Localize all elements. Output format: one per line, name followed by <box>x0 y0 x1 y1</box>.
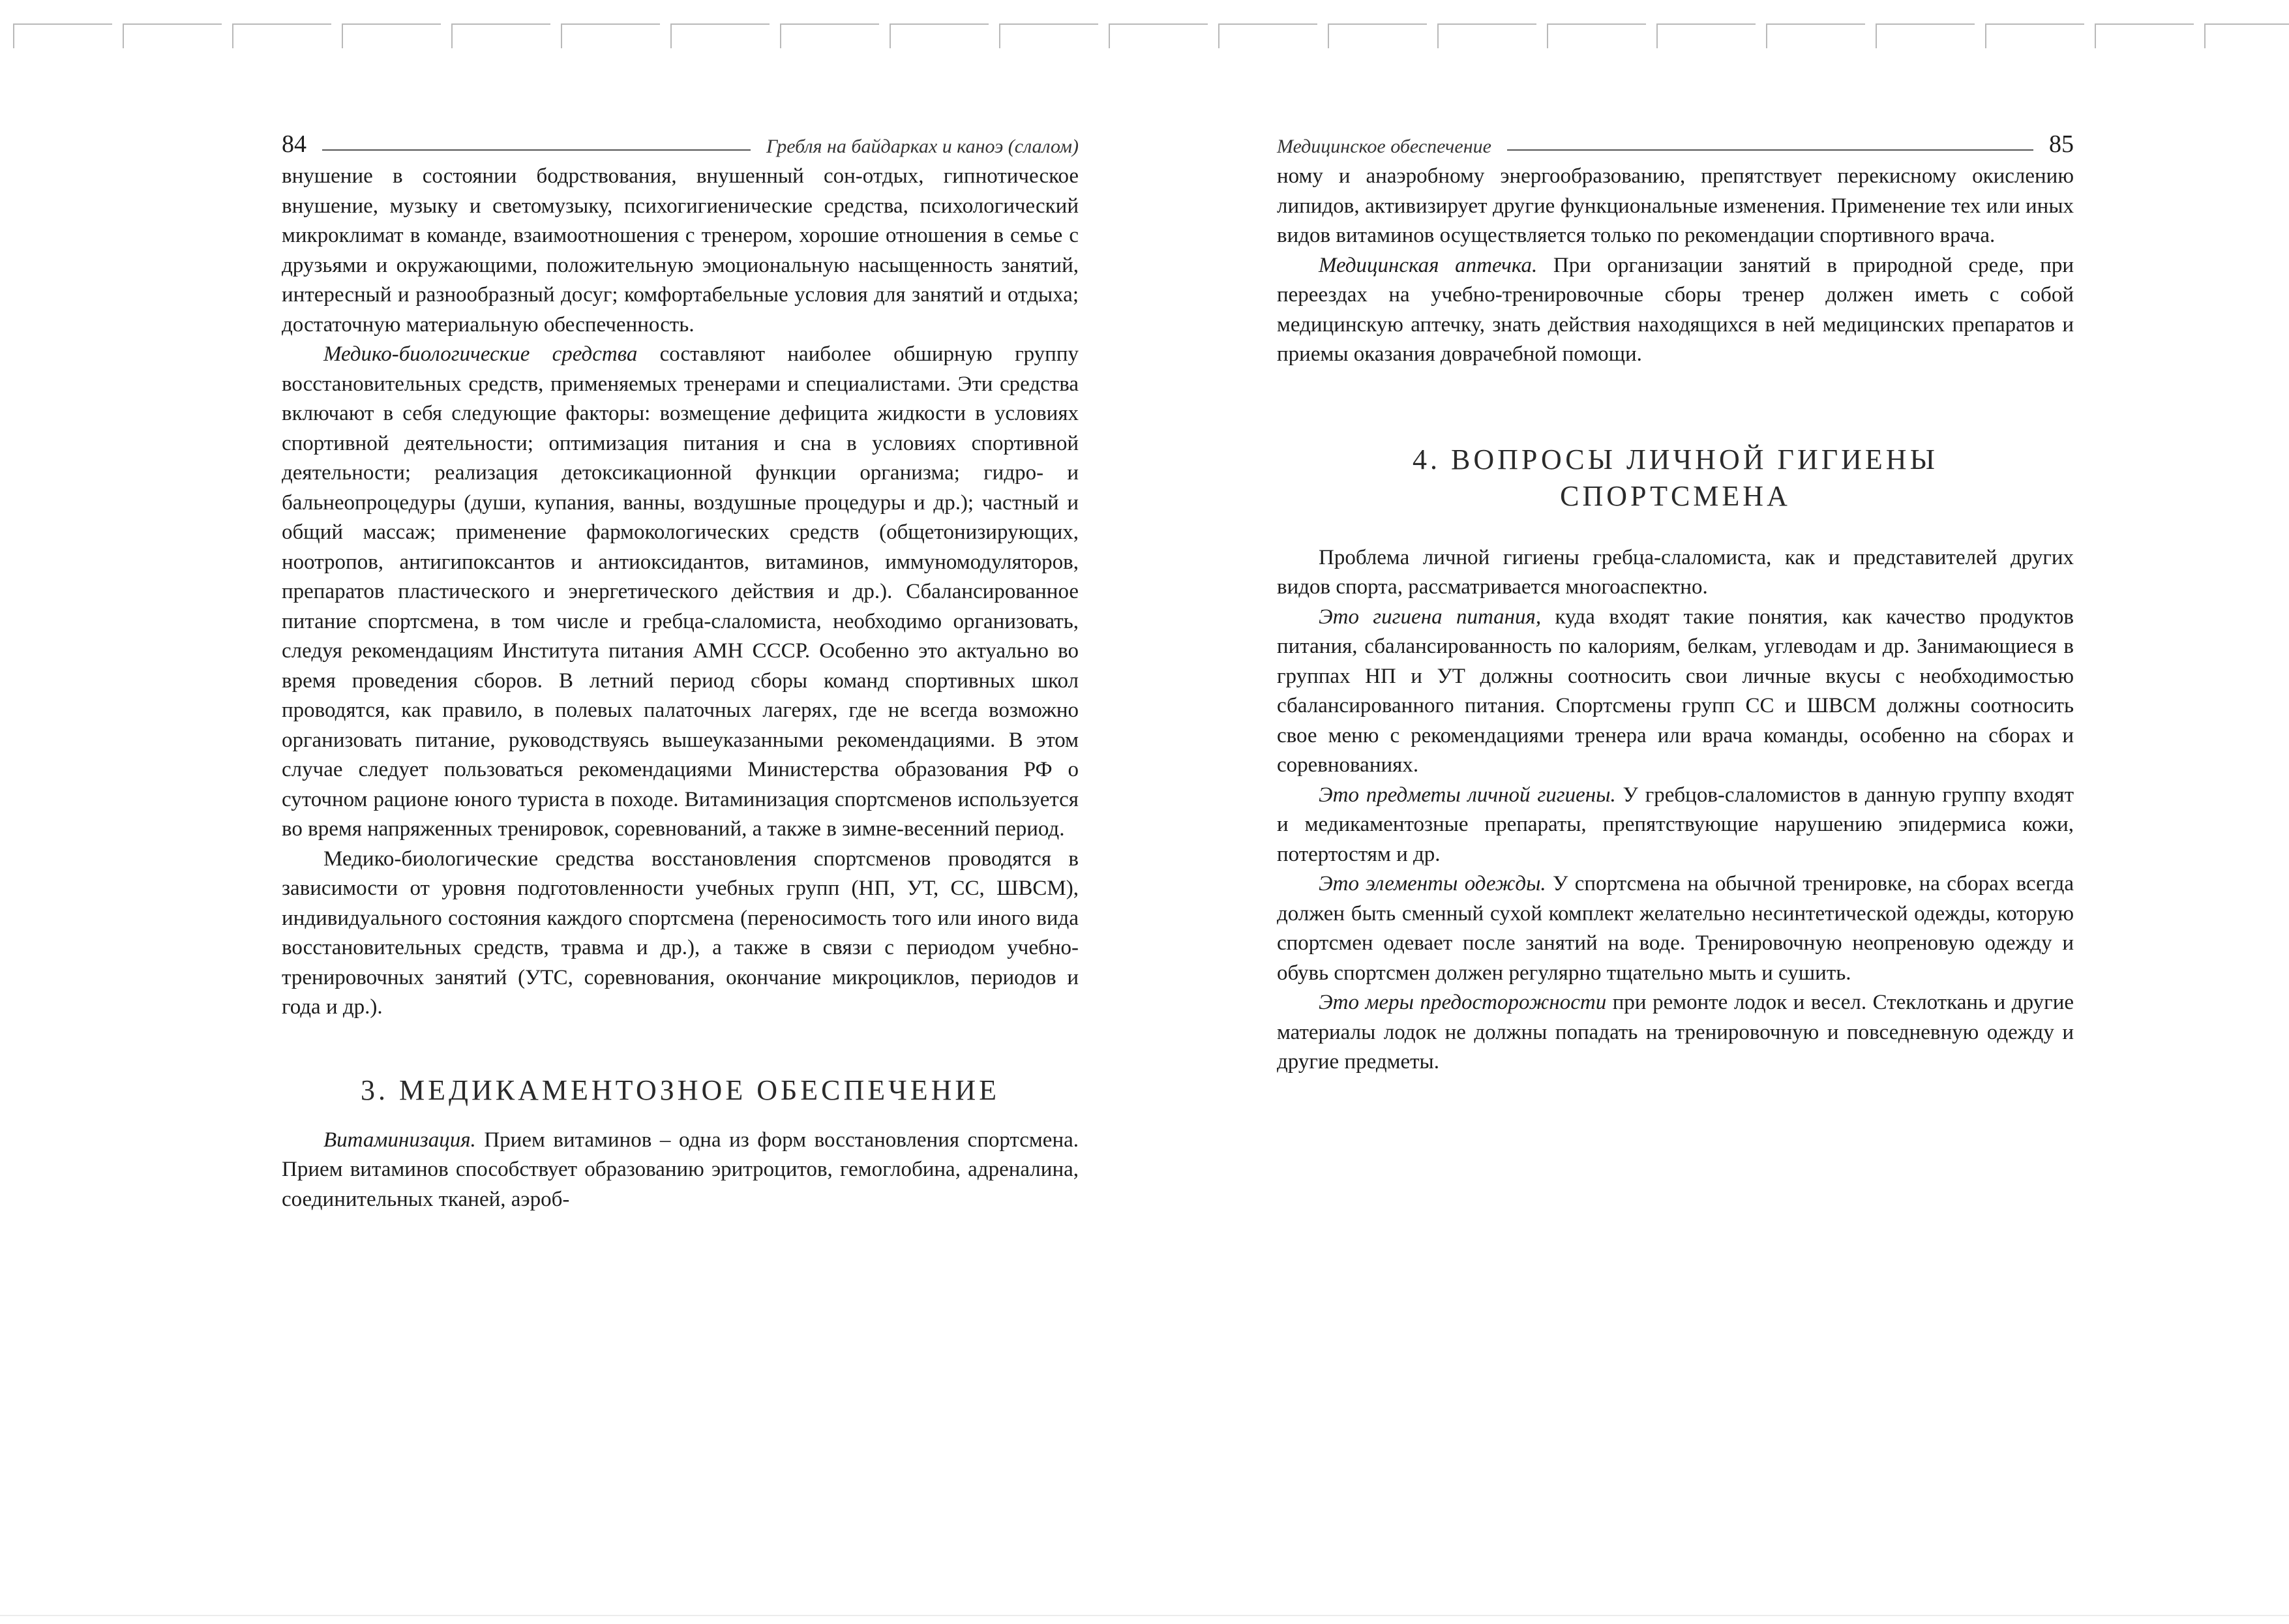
paragraph-text: при ремонте лодок и весел. Стеклоткань и другие материалы лодок не должны попадать на тренировочную и повседневную одежду и другие предметы. <box>1277 991 2074 1074</box>
paragraph-text: Медико-биологические средства восстановления спортсменов проводятся в зависимости от уровня подготовленности учебных групп (НП, УТ, СС, ШВСМ), индивидуального состояния каждого спортсмена (переносимость того или иного вида восстановительных средств, травма и др.), а также в связи с периодом учебно-тренировочных занятий (УТС, соревнования, окончание микроциклов, периодов и года и др.). <box>282 847 1079 1019</box>
paragraph-lead: Это меры предосторожности <box>1319 991 1607 1014</box>
binding-hole-mark <box>1437 23 1536 48</box>
binding-hole-mark <box>780 23 879 48</box>
paragraph-lead: Медицинская аптечка. <box>1319 253 1538 277</box>
paragraph-text: ному и анаэробному энергообразованию, препятствует перекисному окислению липидов, активизирует другие функциональные изменения. Применение тех или иных видов витаминов осуществляется только по рекомендации спортивного врача. <box>1277 164 2074 247</box>
right-page-number: 85 <box>2049 130 2074 158</box>
right-page <box>1277 117 2074 1077</box>
paragraph <box>1277 603 2074 781</box>
binding-hole-mark <box>1876 23 1975 48</box>
left-page-number: 84 <box>282 130 307 158</box>
paragraph <box>282 845 1079 1023</box>
left-running-head <box>282 117 1079 157</box>
paragraph <box>1277 781 2074 870</box>
binding-hole-mark <box>1109 23 1208 48</box>
paragraph-text: У гребцов-слаломистов в данную группу входят и медикаментозные препараты, препятствующие нарушению эпидермиса кожи, потертостям и др. <box>1277 783 2074 866</box>
paragraph-text: внушение в состоянии бодрствования, внушенный сон-отдых, гипнотическое внушение, музыку и светомузыку, психогигиенические средства, психологический микроклимат в команде, взаимоотношения с тренером, хорошие отношения в семье с друзьями и окружающими, положительную эмоциональную насыщенность занятий, интересный и разнообразный досуг; комфортабельные условия для занятий и отдыха; достаточную материальную обеспеченность. <box>282 164 1079 337</box>
binding-hole-mark <box>999 23 1098 48</box>
paragraph-lead: Медико-биологические средства <box>323 342 638 366</box>
paragraph-text: Прием витаминов – одна из форм восстановления спортсмена. Прием витаминов способствует образованию эритроцитов, гемоглобина, адреналина, соединительных тканей, аэроб- <box>282 1128 1079 1211</box>
paragraph-text: При организации занятий в природной среде, при переездах на учебно-тренировочные сборы тренер должен иметь с собой медицинскую аптечку, знать действия находящихся в ней медицинских препаратов и приемы оказания доврачебной помощи. <box>1277 253 2074 366</box>
binding-hole-mark <box>890 23 989 48</box>
paragraph-text: составляют наиболее обширную группу восстановительных средств, применяемых тренерами и специалистами. Эти средства включают в себя следующие факторы: возмещение дефицита жидкости в условиях спортивной деятельности; оптимизация питания и сна в условиях спортивной деятельности; реализация детоксикационной функции организма; гидро- и бальнеопроцедуры (души, купания, ванны, воздушные процедуры и др.); частный и общий массаж; применение фармокологических средств (общетонизирующих, ноотропов, антигипоксантов и антиоксидантов, витаминов, иммуномодуляторов, препаратов пластического и энергетического действия и др.). Сбалансированное питание спортсмена, в том числе и гребца-слаломиста, необходимо организовать, следуя рекомендациям Института питания АМН СССР. Особенно это актуально во время проведения сборов. В летний период сборы команд спортивных школ проводятся, как правило, в полевых палаточных лагерях, где не всегда возможно организовать питание, руководствуясь вышеуказанными рекомендациями. В этом случае следует пользоваться рекомендациями Министерства образования РФ о суточном рационе юного туриста в походе. Витаминизация спортсменов используется во время напряженных тренировок, соревнований, а также в зимне-весенний период. <box>282 342 1079 841</box>
binding-hole-mark <box>561 23 660 48</box>
binding-hole-mark <box>13 23 112 48</box>
binding-hole-mark <box>2204 23 2289 48</box>
paragraph <box>1277 869 2074 988</box>
binding-hole-mark <box>1218 23 1317 48</box>
binding-hole-mark <box>342 23 441 48</box>
binding-hole-mark <box>451 23 550 48</box>
paragraph <box>1277 988 2074 1077</box>
left-page <box>282 117 1079 1214</box>
paragraph-lead: Витаминизация. <box>323 1128 476 1152</box>
right-running-title: Медицинское обеспечение <box>1277 136 1491 157</box>
paragraph <box>1277 251 2074 370</box>
binding-holes-strip <box>13 23 2276 50</box>
paragraph <box>282 1126 1079 1215</box>
running-head-rule <box>1507 149 2033 151</box>
binding-hole-mark <box>1766 23 1865 48</box>
left-running-title: Гребля на байдарках и каноэ (слалом) <box>766 136 1079 157</box>
binding-hole-mark <box>1547 23 1646 48</box>
scan-edge-line <box>0 1615 2289 1616</box>
binding-hole-mark <box>670 23 770 48</box>
paragraph <box>1277 162 2074 251</box>
binding-hole-mark <box>1656 23 1756 48</box>
binding-hole-mark <box>123 23 222 48</box>
binding-hole-mark <box>232 23 331 48</box>
section-heading-line: СПОРТСМЕНА <box>1560 479 1791 512</box>
paragraph <box>1277 543 2074 603</box>
paragraph <box>282 340 1079 845</box>
paragraph-text: У спортсмена на обычной тренировке, на сборах всегда должен быть сменный сухой комплект желательно несинтетической одежды, которую спортсмен одевает после занятий на воде. Тренировочную неопреновую одежду и обувь спортсмен должен регулярно тщательно мыть и сушить. <box>1277 872 2074 985</box>
right-running-head <box>1277 117 2074 157</box>
paragraph-text: Проблема личной гигиены гребца-слаломиста, как и представителей других видов спорта, рассматривается многоаспектно. <box>1277 545 2074 599</box>
binding-hole-mark <box>2095 23 2194 48</box>
paragraph-lead: Это элементы одежды. <box>1319 872 1546 895</box>
section-heading <box>1277 442 2074 515</box>
running-head-rule <box>322 149 751 151</box>
paragraph-lead: Это гигиена питания, <box>1319 605 1542 629</box>
paragraph-lead: Это предметы личной гигиены. <box>1319 783 1616 807</box>
section-heading: 3. МЕДИКАМЕНТОЗНОЕ ОБЕСПЕЧЕНИЕ <box>360 1074 1000 1106</box>
paragraph-text: куда входят такие понятия, как качество продуктов питания, сбалансированность по калориям, белкам, углеводам и др. Занимающиеся в группах НП и УТ должны соотносить свои личные вкусы с необходимостью сбалансированного питания. Спортсмены групп СС и ШВСМ должны соотносить свое меню с рекомендациями тренера или врача команды, особенно на сборах и соревнованиях. <box>1277 605 2074 777</box>
paragraph <box>282 162 1079 340</box>
binding-hole-mark <box>1328 23 1427 48</box>
section-heading-line: 4. ВОПРОСЫ ЛИЧНОЙ ГИГИЕНЫ <box>1413 443 1938 475</box>
binding-hole-mark <box>1985 23 2084 48</box>
